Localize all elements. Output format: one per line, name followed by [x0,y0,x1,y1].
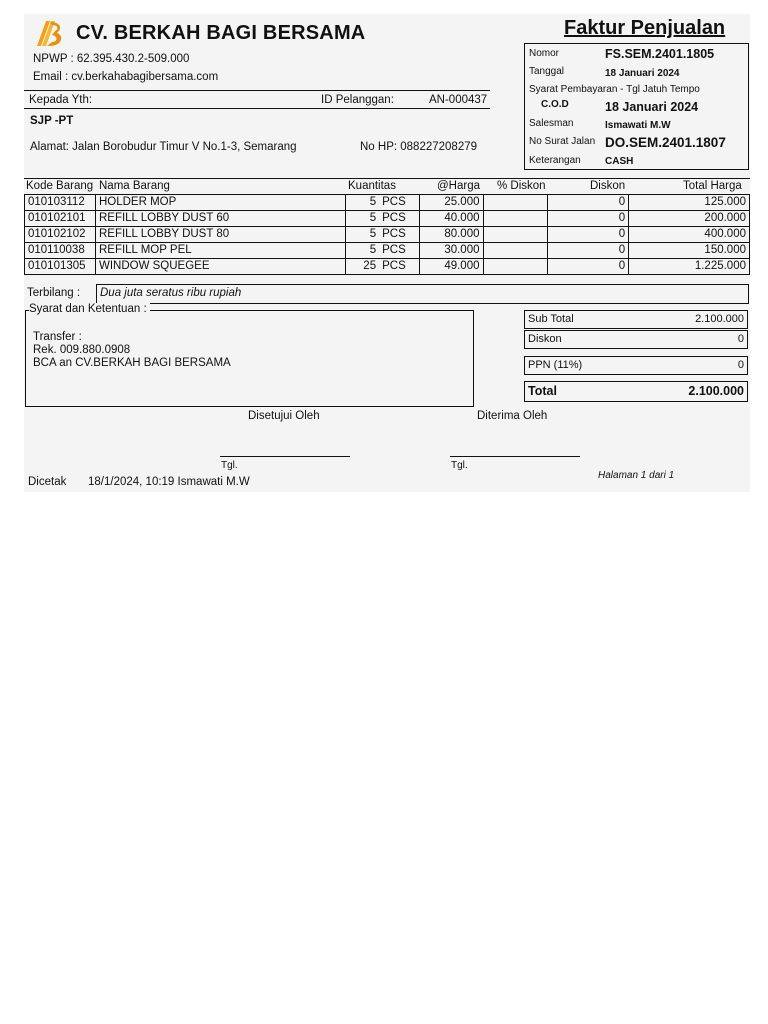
signature-line [220,456,350,457]
tanggal-value: 18 Januari 2024 [605,68,680,79]
divider [24,108,490,109]
terms-line: Rek. 009.880.0908 [33,344,131,356]
unit-cell: PCS [379,195,419,211]
tanggal-label: Tanggal [529,66,565,77]
ppn-box [524,356,748,375]
kode-cell: 010102101 [25,211,96,227]
harga-cell: 30.000 [419,243,483,259]
page-indicator: Halaman 1 dari 1 [598,470,675,481]
total-cell: 150.000 [629,243,750,259]
summary-diskon-value: 0 [737,333,744,345]
qty-cell: 5 [345,211,379,227]
diskon-box [524,330,748,349]
divider [24,178,750,179]
header-nama: Nama Barang [99,180,170,192]
customer-phone: No HP: 088227208279 [360,141,478,153]
diskon-cell: 0 [548,211,629,227]
document-title: Faktur Penjualan [564,17,726,39]
subtotal-label: Sub Total [528,313,574,325]
total-box [524,381,748,402]
total-cell: 200.000 [629,211,750,227]
persen-cell [483,211,548,227]
ppn-label: PPN (11%) [528,359,583,371]
terbilang-box [96,284,749,304]
harga-cell: 49.000 [419,259,483,275]
nama-cell: WINDOW SQUEGEE [95,259,345,275]
company-email: Email : cv.berkahabagibersama.com [33,71,219,83]
table-row [25,227,750,243]
customer-id-value: AN-000437 [429,94,488,106]
keterangan-label: Keterangan [529,155,581,166]
header-kuantitas: Kuantitas [348,180,396,192]
qty-cell: 5 [345,227,379,243]
signature-line [450,456,580,457]
kode-cell: 010110038 [25,243,96,259]
harga-cell: 40.000 [419,211,483,227]
invoice-info-box [524,43,749,170]
unit-cell: PCS [379,259,419,275]
terms-line: BCA an CV.BERKAH BAGI BERSAMA [33,357,231,369]
items-table [24,194,750,275]
total-cell: 1.225.000 [629,259,750,275]
terbilang-label: Terbilang : [27,287,81,299]
header-total: Total Harga [683,180,742,192]
jatuh-tempo-value: 18 Januari 2024 [605,100,699,114]
nama-cell: REFILL LOBBY DUST 60 [95,211,345,227]
terms-box [25,303,474,407]
kode-cell: 010102102 [25,227,96,243]
total-cell: 400.000 [629,227,750,243]
dicetak-label: Dicetak [28,476,67,488]
terbilang-value: Dua juta seratus ribu rupiah [100,287,242,299]
tgl-label: Tgl. [451,460,468,471]
qty-cell: 25 [345,259,379,275]
ppn-value: 0 [737,359,744,371]
diskon-cell: 0 [548,243,629,259]
table-row [25,195,750,211]
nomor-value: FS.SEM.2401.1805 [605,47,715,61]
unit-cell: PCS [379,227,419,243]
kode-cell: 010103112 [25,195,96,211]
nomor-label: Nomor [529,48,560,59]
header-kode: Kode Barang [26,180,94,192]
salesman-label: Salesman [529,118,574,129]
persen-cell [483,195,548,211]
subtotal-box [524,310,748,329]
divider [24,90,490,91]
customer-address: Alamat: Jalan Borobudur Timur V No.1-3, Semarang [30,141,297,153]
diterima-label: Diterima Oleh [477,410,548,422]
syarat-pembayaran-label: Syarat Pembayaran - Tgl Jatuh Tempo [529,84,700,95]
header-persen-diskon: % Diskon [497,180,546,192]
diskon-cell: 0 [548,259,629,275]
company-name: CV. BERKAH BAGI BERSAMA [76,22,366,44]
disetujui-label: Disetujui Oleh [248,410,320,422]
total-cell: 125.000 [629,195,750,211]
header-harga: @Harga [437,180,480,192]
harga-cell: 25.000 [419,195,483,211]
nama-cell: REFILL LOBBY DUST 80 [95,227,345,243]
qty-cell: 5 [345,195,379,211]
surat-jalan-label: No Surat Jalan [529,136,596,147]
harga-cell: 80.000 [419,227,483,243]
kode-cell: 010101305 [25,259,96,275]
company-logo-icon [33,18,65,50]
persen-cell [483,227,548,243]
total-value: 2.100.000 [688,384,744,398]
terms-title: Syarat dan Ketentuan : [29,303,150,315]
customer-name: SJP -PT [30,115,74,127]
header-diskon: Diskon [590,180,626,192]
terms-line: Transfer : [33,331,82,343]
invoice-document [24,14,750,492]
keterangan-value: CASH [605,156,634,167]
persen-cell [483,243,548,259]
unit-cell: PCS [379,243,419,259]
table-row [25,259,750,275]
salesman-value: Ismawati M.W [605,120,671,131]
nama-cell: HOLDER MOP [95,195,345,211]
customer-id-label: ID Pelanggan: [321,94,394,106]
persen-cell [483,259,548,275]
total-label: Total [528,384,557,398]
diskon-cell: 0 [548,195,629,211]
summary-diskon-label: Diskon [528,333,562,345]
dicetak-value: 18/1/2024, 10:19 Ismawati M.W [88,476,250,488]
surat-jalan-value: DO.SEM.2401.1807 [605,135,726,150]
cod-value: C.O.D [541,99,569,110]
tgl-label: Tgl. [221,460,238,471]
unit-cell: PCS [379,211,419,227]
subtotal-value: 2.100.000 [695,313,744,325]
diskon-cell: 0 [548,227,629,243]
qty-cell: 5 [345,243,379,259]
table-row [25,243,750,259]
nama-cell: REFILL MOP PEL [95,243,345,259]
table-row [25,211,750,227]
kepada-label: Kepada Yth: [29,94,93,106]
company-npwp: NPWP : 62.395.430.2-509.000 [33,53,190,65]
